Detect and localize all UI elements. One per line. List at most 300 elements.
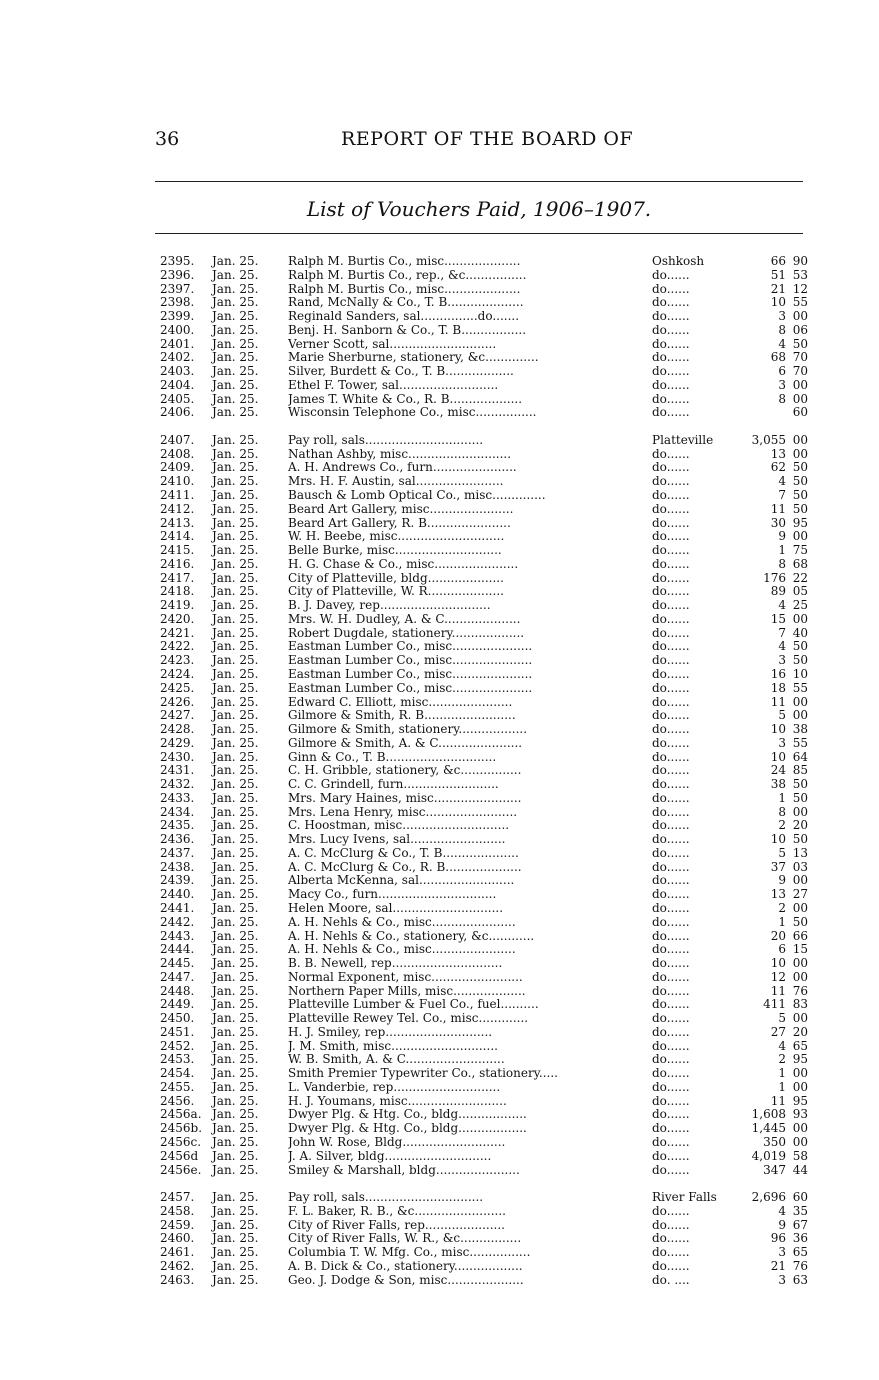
voucher-row [160,764,815,778]
voucher-payee: Mrs. Mary Haines, misc....................... [288,791,522,805]
voucher-payee: H. J. Youmans, misc.......................... [288,1094,507,1108]
voucher-payee: Wisconsin Telephone Co., misc................ [288,406,537,420]
group-spacer [160,1177,815,1191]
voucher-date: Jan. 25. [212,694,259,709]
voucher-payee: City of River Falls, W. R., &c................ [288,1232,522,1246]
voucher-number: 2425. [160,680,195,695]
voucher-dollars: 5 [778,1011,786,1026]
voucher-dollars: 5 [778,708,786,723]
voucher-row [160,613,815,627]
voucher-cents: 00 [792,956,808,971]
voucher-date: Jan. 25. [212,529,259,544]
voucher-number: 2443. [160,928,195,943]
voucher-row [160,806,815,820]
voucher-row [160,874,815,888]
voucher-date: Jan. 25. [212,708,259,723]
voucher-dollars: 20 [770,928,786,943]
voucher-row [160,365,815,379]
voucher-dollars: 1 [778,1079,786,1094]
voucher-number: 2440. [160,887,195,902]
voucher-row [160,338,815,352]
voucher-date: Jan. 25. [212,432,259,447]
voucher-location: do...... [650,613,732,627]
voucher-location: do...... [650,737,732,751]
voucher-date: Jan. 25. [212,969,259,984]
voucher-cents: 20 [792,818,808,833]
voucher-date: Jan. 25. [212,336,259,351]
voucher-location: do...... [650,1081,732,1095]
voucher-row [160,723,815,737]
voucher-location: do...... [650,709,732,723]
voucher-cents: 25 [792,598,808,613]
voucher-row [160,833,815,847]
voucher-location: do...... [650,296,732,310]
voucher-payee: Mrs. Lena Henry, misc........................ [288,805,518,819]
voucher-date: Jan. 25. [212,1052,259,1067]
voucher-date: Jan. 25. [212,1011,259,1026]
voucher-dollars: 3 [778,377,786,392]
voucher-number: 2451. [160,1024,195,1039]
voucher-date: Jan. 25. [212,900,259,915]
voucher-cents: 64 [792,749,808,764]
voucher-date: Jan. 25. [212,1217,259,1232]
voucher-location: do...... [650,283,732,297]
voucher-date: Jan. 25. [212,845,259,860]
voucher-date: Jan. 25. [212,1107,259,1122]
voucher-location: do...... [650,627,732,641]
voucher-number: 2414. [160,529,195,544]
voucher-number: 2407. [160,432,195,447]
voucher-cents: 50 [792,639,808,654]
voucher-dollars: 10 [770,956,786,971]
voucher-dollars: 4 [778,1203,786,1218]
voucher-location: do...... [650,1205,732,1219]
voucher-row [160,1067,815,1081]
voucher-payee: A. H. Nehls & Co., misc...................... [288,915,516,929]
voucher-number: 2454. [160,1066,195,1081]
voucher-payee: Nathan Ashby, misc........................... [288,447,512,461]
voucher-cents: 13 [792,845,808,860]
voucher-payee: Eastman Lumber Co., misc..................... [288,667,533,681]
voucher-cents: 50 [792,777,808,792]
voucher-cents: 00 [792,873,808,888]
voucher-row [160,530,815,544]
voucher-number: 2404. [160,377,195,392]
voucher-cents: 44 [792,1162,808,1177]
voucher-payee: Platteville Rewey Tel. Co., misc............. [288,1012,529,1026]
voucher-location: do...... [650,1012,732,1026]
voucher-date: Jan. 25. [212,309,259,324]
voucher-date: Jan. 25. [212,639,259,654]
voucher-number: 2426. [160,694,195,709]
voucher-location: Platteville [650,434,732,448]
voucher-cents: 65 [792,1038,808,1053]
voucher-dollars: 1,445 [751,1121,786,1136]
voucher-date: Jan. 25. [212,1148,259,1163]
voucher-location: do...... [650,654,732,668]
voucher-dollars: 3 [778,1272,786,1287]
voucher-cents: 95 [792,1093,808,1108]
voucher-date: Jan. 25. [212,295,259,310]
title-rule [155,233,803,234]
voucher-location: do...... [650,448,732,462]
voucher-row [160,627,815,641]
voucher-row [160,1026,815,1040]
voucher-row [160,1246,815,1260]
voucher-location: do...... [650,1260,732,1274]
voucher-location: do...... [650,1108,732,1122]
voucher-number: 2402. [160,350,195,365]
voucher-payee: B. J. Davey, rep............................. [288,599,491,613]
voucher-cents: 66 [792,928,808,943]
voucher-date: Jan. 25. [212,956,259,971]
voucher-number: 2399. [160,309,195,324]
voucher-location: do...... [650,1026,732,1040]
voucher-dollars: 1 [778,790,786,805]
voucher-row [160,585,815,599]
voucher-date: Jan. 25. [212,653,259,668]
voucher-number: 2433. [160,790,195,805]
voucher-date: Jan. 25. [212,1135,259,1149]
voucher-location: do...... [650,696,732,710]
voucher-location: do...... [650,682,732,696]
voucher-date: Jan. 25. [212,997,259,1012]
voucher-location: do...... [650,847,732,861]
voucher-dollars: 1 [778,914,786,929]
voucher-payee: City of Platteville, W. R.................... [288,585,504,599]
voucher-number: 2406. [160,405,195,420]
voucher-list [160,255,815,1287]
voucher-location: do...... [650,723,732,737]
voucher-location: do...... [650,1067,732,1081]
voucher-payee: Columbia T. W. Mfg. Co., misc................ [288,1246,531,1260]
voucher-cents: 00 [792,377,808,392]
voucher-cents: 22 [792,570,808,585]
voucher-location: do...... [650,585,732,599]
voucher-payee: Eastman Lumber Co., misc..................... [288,640,533,654]
voucher-location: do...... [650,461,732,475]
voucher-row [160,503,815,517]
voucher-location: do...... [650,1164,732,1178]
voucher-row [160,461,815,475]
voucher-cents: 27 [792,887,808,902]
voucher-date: Jan. 25. [212,1231,259,1246]
voucher-cents: 06 [792,322,808,337]
voucher-number: 2417. [160,570,195,585]
voucher-cents: 05 [792,584,808,599]
voucher-date: Jan. 25. [212,1245,259,1260]
voucher-cents: 83 [792,997,808,1012]
voucher-location: do...... [650,1136,732,1150]
voucher-cents: 50 [792,832,808,847]
top-rule [155,181,803,182]
voucher-location: do...... [650,310,732,324]
voucher-row [160,640,815,654]
voucher-cents: 60 [792,405,808,420]
voucher-cents: 00 [792,1121,808,1136]
voucher-row [160,393,815,407]
voucher-number: 2429. [160,735,195,750]
voucher-row [160,696,815,710]
voucher-number: 2427. [160,708,195,723]
voucher-dollars: 3 [778,309,786,324]
voucher-dollars: 10 [770,749,786,764]
voucher-number: 2410. [160,474,195,489]
voucher-location: do...... [650,1053,732,1067]
voucher-payee: H. J. Smiley, rep............................ [288,1025,493,1039]
voucher-date: Jan. 25. [212,859,259,874]
voucher-date: Jan. 25. [212,1024,259,1039]
voucher-date: Jan. 25. [212,281,259,296]
voucher-number: 2460. [160,1231,195,1246]
voucher-location: do...... [650,971,732,985]
voucher-number: 2450. [160,1011,195,1026]
voucher-row [160,861,815,875]
voucher-number: 2449. [160,997,195,1012]
voucher-cents: 75 [792,543,808,558]
voucher-row [160,310,815,324]
voucher-location: do...... [650,833,732,847]
voucher-number: 2442. [160,914,195,929]
voucher-number: 2421. [160,625,195,640]
voucher-payee: C. Hoostman, misc............................ [288,819,510,833]
voucher-location: do...... [650,1095,732,1109]
voucher-payee: Mrs. H. F. Austin, sal....................... [288,475,504,489]
voucher-row [160,792,815,806]
voucher-dollars: 2 [778,818,786,833]
voucher-number: 2458. [160,1203,195,1218]
voucher-number: 2453. [160,1052,195,1067]
voucher-dollars: 9 [778,1217,786,1232]
voucher-payee: Eastman Lumber Co., misc..................... [288,654,533,668]
voucher-dollars: 1 [778,543,786,558]
voucher-cents: 00 [792,309,808,324]
voucher-payee: A. H. Nehls & Co., stationery, &c............ [288,929,535,943]
voucher-payee: Beard Art Gallery, R. B...................... [288,516,511,530]
voucher-cents: 00 [792,446,808,461]
voucher-payee: Mrs. Lucy Ivens, sal......................... [288,833,506,847]
voucher-dollars: 347 [763,1162,786,1177]
voucher-number: 2461. [160,1245,195,1260]
voucher-payee: Helen Moore, sal............................. [288,901,504,915]
voucher-location: do...... [650,269,732,283]
voucher-number: 2432. [160,777,195,792]
voucher-date: Jan. 25. [212,364,259,379]
voucher-dollars: 4 [778,474,786,489]
voucher-date: Jan. 25. [212,722,259,737]
voucher-location: do...... [650,503,732,517]
voucher-date: Jan. 25. [212,818,259,833]
voucher-number: 2416. [160,556,195,571]
voucher-row [160,489,815,503]
voucher-cents: 95 [792,1052,808,1067]
voucher-dollars: 10 [770,295,786,310]
voucher-dollars: 62 [770,460,786,475]
voucher-cents: 55 [792,735,808,750]
voucher-location: do...... [650,888,732,902]
voucher-cents: 00 [792,529,808,544]
voucher-dollars: 11 [770,694,786,709]
voucher-number: 2445. [160,956,195,971]
voucher-number: 2436. [160,832,195,847]
voucher-cents: 40 [792,625,808,640]
voucher-cents: 70 [792,364,808,379]
voucher-dollars: 350 [763,1135,786,1149]
voucher-location: do...... [650,902,732,916]
voucher-location: do...... [650,943,732,957]
voucher-dollars: 30 [770,515,786,530]
voucher-dollars: 37 [770,859,786,874]
voucher-cents: 00 [792,1079,808,1094]
voucher-number: 2456c. [160,1135,202,1149]
voucher-dollars: 89 [770,584,786,599]
voucher-date: Jan. 25. [212,763,259,778]
voucher-date: Jan. 25. [212,942,259,957]
voucher-payee: Dwyer Plg. & Htg. Co., bldg.................. [288,1122,527,1136]
voucher-payee: Beard Art Gallery, misc...................... [288,502,514,516]
voucher-date: Jan. 25. [212,570,259,585]
voucher-cents: 85 [792,763,808,778]
voucher-number: 2456. [160,1093,195,1108]
voucher-dollars: 10 [770,722,786,737]
voucher-number: 2463. [160,1272,195,1287]
voucher-row [160,985,815,999]
voucher-cents: 50 [792,501,808,516]
voucher-date: Jan. 25. [212,446,259,461]
voucher-location: River Falls [650,1191,732,1205]
voucher-date: Jan. 25. [212,873,259,888]
voucher-location: do...... [650,916,732,930]
voucher-number: 2439. [160,873,195,888]
voucher-row [160,916,815,930]
voucher-row [160,1150,815,1164]
voucher-cents: 00 [792,900,808,915]
voucher-location: do...... [650,1219,732,1233]
voucher-dollars: 2 [778,1052,786,1067]
voucher-cents: 00 [792,1011,808,1026]
voucher-cents: 63 [792,1272,808,1287]
voucher-dollars: 4 [778,1038,786,1053]
voucher-cents: 67 [792,1217,808,1232]
voucher-dollars: 3 [778,735,786,750]
voucher-location: do...... [650,861,732,875]
voucher-date: Jan. 25. [212,914,259,929]
voucher-cents: 12 [792,281,808,296]
voucher-number: 2395. [160,254,195,268]
voucher-row [160,1191,815,1205]
voucher-row [160,1040,815,1054]
page-header [155,128,805,154]
voucher-payee: Silver, Burdett & Co., T. B.................. [288,365,514,379]
running-title: REPORT OF THE BOARD OF [341,128,634,150]
voucher-payee: Platteville Lumber & Fuel Co., fuel.......... [288,998,539,1012]
voucher-location: do...... [650,599,732,613]
voucher-number: 2430. [160,749,195,764]
voucher-location: do...... [650,365,732,379]
voucher-dollars: 16 [770,666,786,681]
voucher-number: 2419. [160,598,195,613]
voucher-payee: Robert Dugdale, stationery................... [288,626,525,640]
voucher-number: 2415. [160,543,195,558]
voucher-dollars: 13 [770,887,786,902]
voucher-payee: Benj. H. Sanborn & Co., T. B................. [288,323,527,337]
voucher-dollars: 68 [770,350,786,365]
voucher-number: 2437. [160,845,195,860]
voucher-row [160,847,815,861]
voucher-location: do. .... [650,1274,732,1288]
voucher-number: 2456e. [160,1162,202,1177]
voucher-payee: Smith Premier Typewriter Co., stationery..... [288,1067,558,1081]
voucher-dollars: 2,696 [751,1190,786,1205]
voucher-location: do...... [650,778,732,792]
voucher-date: Jan. 25. [212,405,259,420]
voucher-row [160,1012,815,1026]
voucher-dollars: 10 [770,832,786,847]
voucher-location: do...... [650,1040,732,1054]
voucher-dollars: 9 [778,873,786,888]
voucher-row [160,255,815,269]
voucher-date: Jan. 25. [212,1203,259,1218]
voucher-location: do...... [650,379,732,393]
voucher-row [160,943,815,957]
voucher-number: 2423. [160,653,195,668]
voucher-payee: Gilmore & Smith, R. B........................ [288,709,516,723]
voucher-cents: 00 [792,969,808,984]
voucher-cents: 50 [792,460,808,475]
voucher-date: Jan. 25. [212,543,259,558]
voucher-number: 2403. [160,364,195,379]
voucher-dollars: 11 [770,1093,786,1108]
voucher-location: do...... [650,668,732,682]
list-title: List of Vouchers Paid, 1906–1907. [306,197,652,221]
voucher-number: 2459. [160,1217,195,1232]
voucher-row [160,1260,815,1274]
voucher-location: do...... [650,985,732,999]
voucher-dollars: 7 [778,625,786,640]
voucher-dollars: 38 [770,777,786,792]
voucher-number: 2448. [160,983,195,998]
voucher-row [160,1205,815,1219]
voucher-cents: 38 [792,722,808,737]
voucher-date: Jan. 25. [212,1272,259,1287]
voucher-payee: Geo. J. Dodge & Son, misc.................... [288,1273,524,1287]
voucher-cents: 65 [792,1245,808,1260]
voucher-date: Jan. 25. [212,749,259,764]
voucher-payee: A. C. McClurg & Co., T. B.................... [288,846,519,860]
voucher-date: Jan. 25. [212,515,259,530]
voucher-payee: Macy Co., furn............................... [288,888,497,902]
voucher-dollars: 13 [770,446,786,461]
voucher-date: Jan. 25. [212,666,259,681]
voucher-number: 2412. [160,501,195,516]
voucher-date: Jan. 25. [212,474,259,489]
voucher-dollars: 11 [770,501,786,516]
voucher-number: 2431. [160,763,195,778]
voucher-date: Jan. 25. [212,680,259,695]
voucher-row [160,888,815,902]
voucher-location: Oshkosh [650,255,732,269]
voucher-payee: Dwyer Plg. & Htg. Co., bldg.................. [288,1108,527,1122]
voucher-payee: Ethel F. Tower, sal.......................... [288,378,499,392]
voucher-date: Jan. 25. [212,254,259,268]
voucher-payee: Alberta McKenna, sal......................... [288,874,515,888]
voucher-dollars: 12 [770,969,786,984]
voucher-payee: F. L. Baker, R. B., &c........................ [288,1204,506,1218]
voucher-number: 2397. [160,281,195,296]
voucher-location: do...... [650,489,732,503]
voucher-row [160,406,815,420]
voucher-cents: 00 [792,611,808,626]
